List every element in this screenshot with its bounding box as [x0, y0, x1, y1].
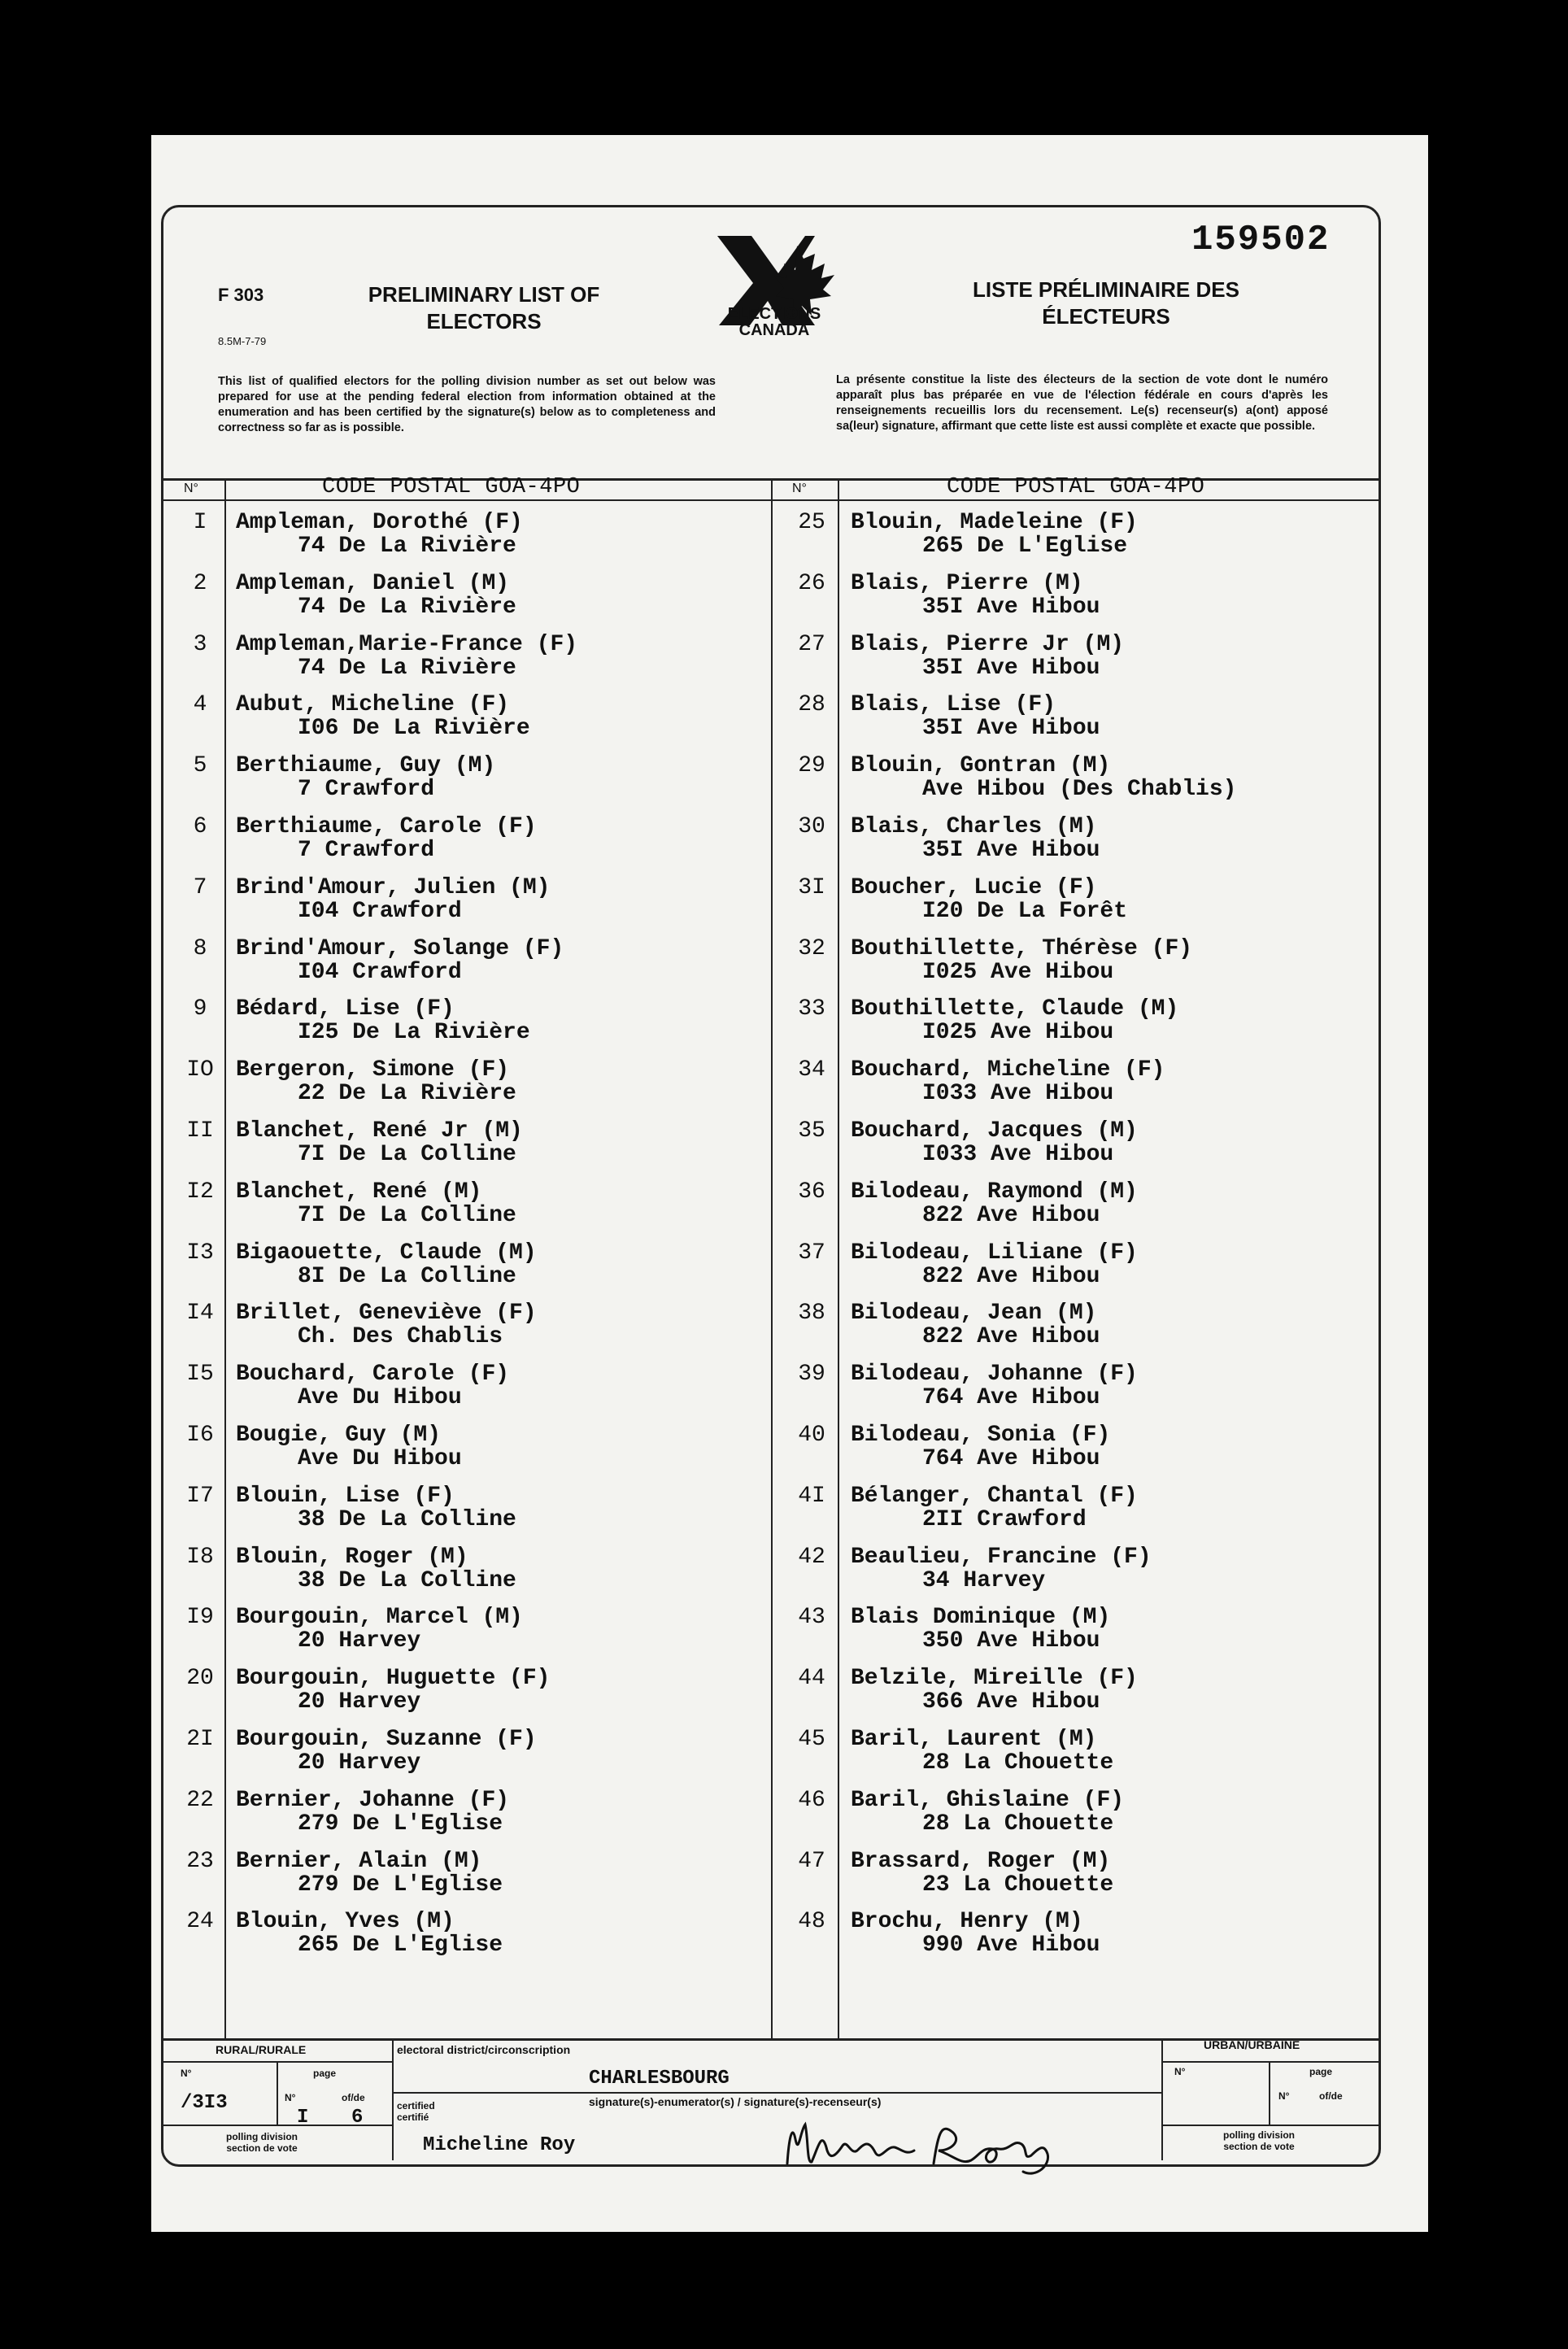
page-of: 6: [351, 2107, 364, 2129]
elector-address: Ave Du Hibou: [298, 1385, 462, 1411]
elections-canada-logo: [701, 234, 847, 348]
column-header-no-left: N°: [184, 482, 198, 495]
elector-name: Blouin, Gontran (M): [851, 753, 1111, 779]
elector-address: 20 Harvey: [298, 1750, 421, 1776]
form-code: 8.5M-7-79: [218, 335, 267, 347]
elector-name: Belzile, Mireille (F): [851, 1666, 1138, 1692]
right-number-box-left: [838, 478, 839, 503]
elector-name: Aubut, Micheline (F): [236, 692, 510, 718]
elector-name: Blais, Pierre (M): [851, 570, 1083, 596]
elector-address: 20 Harvey: [298, 1689, 421, 1715]
elector-name: Bouthillette, Thérèse (F): [851, 935, 1193, 961]
postal-code-left: CODE POSTAL GOA-4PO: [322, 475, 581, 499]
elector-number: 25: [798, 510, 825, 535]
elector-name: Bourgouin, Suzanne (F): [236, 1727, 537, 1752]
elector-number: 28: [798, 692, 825, 718]
elector-number: 9: [193, 996, 207, 1022]
elector-name: Bouchard, Carole (F): [236, 1362, 510, 1388]
elector-number: 39: [798, 1362, 825, 1388]
elector-name: Brind'Amour, Solange (F): [236, 935, 564, 961]
elector-address: 22 De La Rivière: [298, 1081, 516, 1107]
elector-name: Blais, Charles (M): [851, 814, 1097, 839]
rural-page-label: page: [313, 2068, 337, 2079]
elector-name: Baril, Ghislaine (F): [851, 1787, 1125, 1813]
title-french: [903, 277, 1309, 330]
column-header-no-right: N°: [792, 482, 807, 495]
elector-number: 8: [193, 935, 207, 961]
form-number: F 303: [218, 285, 264, 305]
elector-number: 2: [193, 570, 207, 596]
elector-name: Blais Dominique (M): [851, 1605, 1111, 1631]
enumerator-name: Micheline Roy: [423, 2134, 576, 2156]
elector-address: 822 Ave Hibou: [922, 1324, 1100, 1350]
elector-number: I: [193, 510, 207, 535]
certified-label: certified certifié: [397, 2100, 435, 2123]
elector-number: 35: [798, 1118, 825, 1144]
elector-address: 38 De La Colline: [298, 1567, 516, 1593]
elector-name: Bilodeau, Sonia (F): [851, 1423, 1111, 1448]
elector-number: 40: [798, 1423, 825, 1448]
elector-address: I033 Ave Hibou: [922, 1142, 1114, 1167]
elector-number: 23: [186, 1848, 214, 1874]
rural-polling-division-label: polling division section de vote: [226, 2131, 298, 2154]
elector-address: 28 La Chouette: [922, 1750, 1114, 1776]
footer-top-rule: [163, 2038, 1379, 2041]
enumerator-signature: [779, 2115, 1088, 2180]
elector-address: 2II Crawford: [922, 1506, 1087, 1532]
elector-name: Bernier, Alain (M): [236, 1848, 482, 1874]
elector-number: 6: [193, 814, 207, 839]
elector-name: Blouin, Lise (F): [236, 1483, 455, 1509]
elector-address: 265 De L'Eglise: [298, 1933, 503, 1959]
elector-name: Boucher, Lucie (F): [851, 874, 1097, 900]
elector-number: 33: [798, 996, 825, 1022]
elector-number: 36: [798, 1179, 825, 1205]
electoral-district: CHARLESBOURG: [589, 2068, 730, 2090]
urban-label: URBAN/URBAINE: [1204, 2038, 1300, 2051]
title-english-line-2: ELECTORS: [426, 309, 542, 333]
elector-number: 4I: [798, 1483, 825, 1509]
elector-name: Bouthillette, Claude (M): [851, 996, 1179, 1022]
elector-address: 34 Harvey: [922, 1567, 1046, 1593]
elector-address: I033 Ave Hibou: [922, 1081, 1114, 1107]
elector-number: 22: [186, 1787, 214, 1813]
elector-address: I04 Crawford: [298, 898, 462, 924]
elector-address: 23 La Chouette: [922, 1872, 1114, 1898]
elector-name: Beaulieu, Francine (F): [851, 1544, 1152, 1570]
elector-name: Ampleman, Dorothé (F): [236, 510, 523, 535]
signature-label: signature(s)-enumerator(s) / signature(s)-recenseur(s): [589, 2095, 882, 2108]
elector-number: 2I: [186, 1727, 214, 1752]
footer-urban-rule-2: [1161, 2125, 1379, 2126]
elector-address: 20 Harvey: [298, 1628, 421, 1654]
elector-address: 28 La Chouette: [922, 1811, 1114, 1837]
elector-name: Bougie, Guy (M): [236, 1423, 442, 1448]
elector-address: I06 De La Rivière: [298, 716, 530, 742]
elector-number: 34: [798, 1057, 825, 1083]
elector-name: Brillet, Geneviève (F): [236, 1301, 537, 1327]
elector-number: 27: [798, 631, 825, 657]
elector-number: I6: [186, 1423, 214, 1448]
footer-urban-divider: [1161, 2038, 1163, 2160]
elector-name: Brind'Amour, Julien (M): [236, 874, 551, 900]
elector-address: 279 De L'Eglise: [298, 1811, 503, 1837]
elector-number: 48: [798, 1909, 825, 1935]
elector-number: 24: [186, 1909, 214, 1935]
elector-address: 822 Ave Hibou: [922, 1202, 1100, 1228]
elector-number: 46: [798, 1787, 825, 1813]
rural-page-no-label: N°: [285, 2092, 296, 2103]
polling-division-number: /3I3: [181, 2092, 228, 2114]
elector-address: 8I De La Colline: [298, 1263, 516, 1289]
title-english: [321, 281, 647, 335]
elector-name: Bourgouin, Huguette (F): [236, 1666, 551, 1692]
elector-name: Blouin, Madeleine (F): [851, 510, 1138, 535]
elector-number: 3I: [798, 874, 825, 900]
elector-address: I025 Ave Hibou: [922, 1020, 1114, 1046]
elector-name: Ampleman,Marie-France (F): [236, 631, 578, 657]
elector-name: Bouchard, Jacques (M): [851, 1118, 1138, 1144]
intro-english: This list of qualified electors for the polling division number as set out below was prepared for use at the pending federal election from information obtained at the enumeration and has been certified by the signature(s) below as to completeness and correctness so far as is possible.: [218, 375, 716, 434]
elector-name: Blais, Pierre Jr (M): [851, 631, 1125, 657]
elector-address: 350 Ave Hibou: [922, 1628, 1100, 1654]
elector-name: Bigaouette, Claude (M): [236, 1240, 537, 1266]
elector-address: 7 Crawford: [298, 838, 435, 863]
title-english-line-1: PRELIMINARY LIST OF: [368, 282, 600, 307]
elector-name: Bilodeau, Jean (M): [851, 1301, 1097, 1327]
elector-name: Baril, Laurent (M): [851, 1727, 1097, 1752]
elector-number: II: [186, 1118, 214, 1144]
footer-rural-divider: [392, 2038, 394, 2160]
urban-no-label: N°: [1174, 2066, 1186, 2077]
elector-address: I20 De La Forêt: [922, 898, 1128, 924]
column-divider-left: [771, 478, 773, 2040]
svg-text:ELECTIONS: ELECTIONS: [727, 305, 821, 323]
elector-name: Bouchard, Micheline (F): [851, 1057, 1165, 1083]
postal-code-right: CODE POSTAL GOA-4PO: [947, 475, 1205, 499]
elector-address: 38 De La Colline: [298, 1506, 516, 1532]
elector-address: 74 De La Rivière: [298, 655, 516, 681]
elector-name: Berthiaume, Carole (F): [236, 814, 537, 839]
elector-number: I4: [186, 1301, 214, 1327]
urban-of-label: of/de: [1319, 2090, 1343, 2102]
elector-number: 38: [798, 1301, 825, 1327]
footer-district-rule: [392, 2092, 1161, 2094]
elector-number: I7: [186, 1483, 214, 1509]
elector-number: 43: [798, 1605, 825, 1631]
elector-name: Blanchet, René (M): [236, 1179, 482, 1205]
elector-name: Brassard, Roger (M): [851, 1848, 1111, 1874]
column-divider-right: [838, 478, 839, 2040]
elector-name: Bilodeau, Raymond (M): [851, 1179, 1138, 1205]
elector-address: 35I Ave Hibou: [922, 838, 1100, 863]
elector-address: 7I De La Colline: [298, 1142, 516, 1167]
elector-address: Ave Du Hibou: [298, 1446, 462, 1471]
elector-number: IO: [186, 1057, 214, 1083]
elector-name: Bilodeau, Liliane (F): [851, 1240, 1138, 1266]
elector-name: Brochu, Henry (M): [851, 1909, 1083, 1935]
elector-name: Bourgouin, Marcel (M): [236, 1605, 523, 1631]
elector-name: Blouin, Yves (M): [236, 1909, 455, 1935]
elector-address: 7 Crawford: [298, 777, 435, 803]
elector-address: Ch. Des Chablis: [298, 1324, 503, 1350]
elector-address: 764 Ave Hibou: [922, 1385, 1100, 1411]
footer-rural-rule-1: [163, 2061, 393, 2063]
elector-number: I9: [186, 1605, 214, 1631]
elector-number: 20: [186, 1666, 214, 1692]
rural-label: RURAL/RURALE: [216, 2043, 307, 2056]
elector-address: 74 De La Rivière: [298, 534, 516, 559]
elector-number: 32: [798, 935, 825, 961]
elector-number: 3: [193, 631, 207, 657]
elector-address: 822 Ave Hibou: [922, 1263, 1100, 1289]
elector-address: 35I Ave Hibou: [922, 594, 1100, 620]
elector-address: 279 De L'Eglise: [298, 1872, 503, 1898]
elector-name: Bernier, Johanne (F): [236, 1787, 510, 1813]
page-number: I: [297, 2107, 309, 2129]
elector-number: 30: [798, 814, 825, 839]
elector-name: Bélanger, Chantal (F): [851, 1483, 1138, 1509]
elector-address: 990 Ave Hibou: [922, 1933, 1100, 1959]
elector-number: 42: [798, 1544, 825, 1570]
elector-address: 366 Ave Hibou: [922, 1689, 1100, 1715]
elector-number: I2: [186, 1179, 214, 1205]
elector-address: Ave Hibou (Des Chablis): [922, 777, 1237, 803]
elector-address: I025 Ave Hibou: [922, 959, 1114, 985]
elector-address: I04 Crawford: [298, 959, 462, 985]
elector-address: 265 De L'Eglise: [922, 534, 1128, 559]
elector-address: 35I Ave Hibou: [922, 716, 1100, 742]
elector-number: I8: [186, 1544, 214, 1570]
serial-number: 159502: [1191, 220, 1331, 260]
elector-number: 37: [798, 1240, 825, 1266]
elector-number: 26: [798, 570, 825, 596]
elector-number: I3: [186, 1240, 214, 1266]
elector-name: Bergeron, Simone (F): [236, 1057, 510, 1083]
rural-of-label: of/de: [342, 2092, 365, 2103]
elector-name: Bilodeau, Johanne (F): [851, 1362, 1138, 1388]
urban-polling-division-label: polling division section de vote: [1223, 2129, 1295, 2152]
elector-number: 29: [798, 753, 825, 779]
elector-name: Blouin, Roger (M): [236, 1544, 468, 1570]
elector-number: 5: [193, 753, 207, 779]
elector-name: Berthiaume, Guy (M): [236, 753, 496, 779]
elector-number: 4: [193, 692, 207, 718]
title-french-line-2: ÉLECTEURS: [1042, 304, 1170, 329]
intro-french: La présente constitue la liste des électeurs de la section de vote dont le numéro apparaît plus bas préparée en vue de l'élection fédérale en cours d'après les renseignements recueillis lors du recensement. Le(s) recenseur(s) a(ont) apposé sa(leur) signature, affirmant que cette liste est aussi complète et exacte que possible.: [836, 373, 1328, 433]
elector-name: Bédard, Lise (F): [236, 996, 455, 1022]
elector-name: Blais, Lise (F): [851, 692, 1056, 718]
elector-number: I5: [186, 1362, 214, 1388]
elector-number: 45: [798, 1727, 825, 1752]
left-number-divider: [224, 478, 226, 2040]
elector-address: 764 Ave Hibou: [922, 1446, 1100, 1471]
rural-no-label: N°: [181, 2068, 192, 2079]
footer-urban-page-divider: [1269, 2061, 1270, 2125]
elector-number: 44: [798, 1666, 825, 1692]
footer-rural-page-divider: [277, 2061, 278, 2125]
elector-name: Blanchet, René Jr (M): [236, 1118, 523, 1144]
elector-name: Ampleman, Daniel (M): [236, 570, 510, 596]
svg-text:CANADA: CANADA: [738, 321, 810, 339]
elector-number: 7: [193, 874, 207, 900]
urban-page-label: page: [1309, 2066, 1333, 2077]
elector-address: I25 De La Rivière: [298, 1020, 530, 1046]
elector-number: 47: [798, 1848, 825, 1874]
title-french-line-1: LISTE PRÉLIMINAIRE DES: [973, 277, 1239, 302]
elector-address: 7I De La Colline: [298, 1202, 516, 1228]
electoral-district-label: electoral district/circonscription: [397, 2043, 571, 2056]
elector-address: 74 De La Rivière: [298, 594, 516, 620]
elector-address: 35I Ave Hibou: [922, 655, 1100, 681]
urban-page-no-label: N°: [1278, 2090, 1290, 2102]
